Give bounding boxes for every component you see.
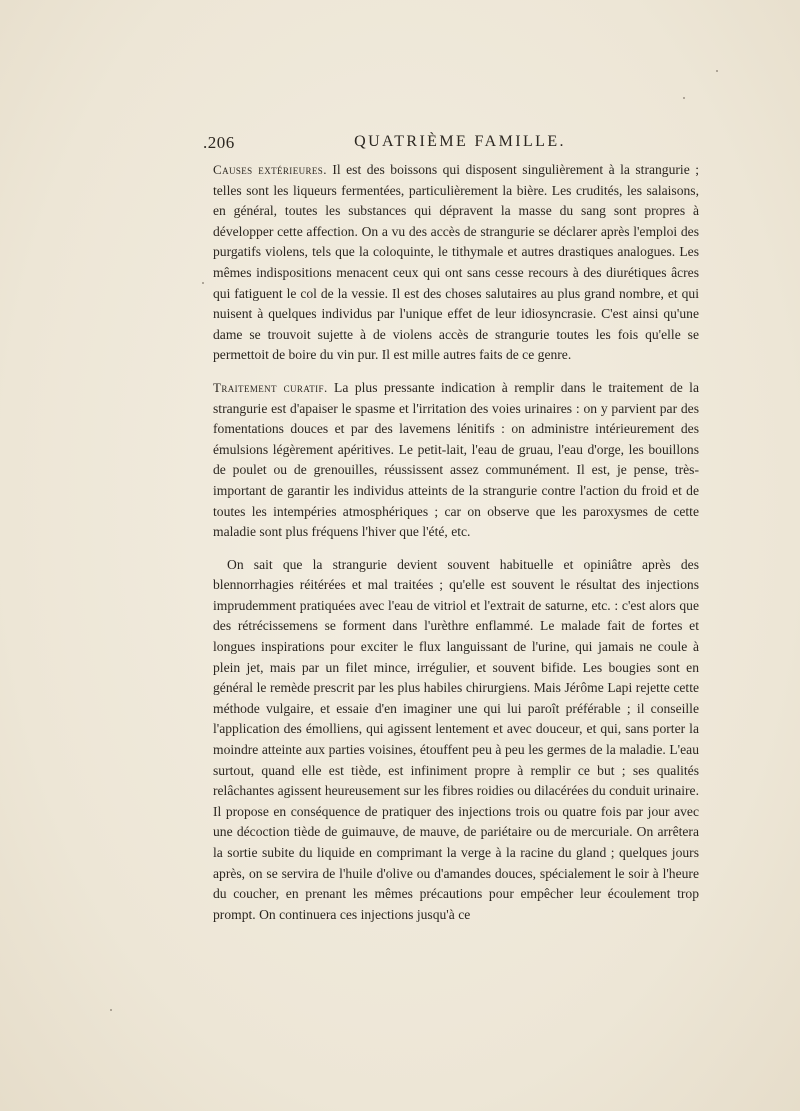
paragraph-text: On sait que la strangurie devient souvent habituelle et opiniâtre après des blennorrhagies réitérées et mal traitées ; qu'elle est souvent le résultat des injections imprudemment pratiquées avec l'eau de vitriol et l'extrait de saturne, etc. : c'est alors que des rétrécissemens se forment dans l'urèthre enflammé. Le malade fait de fortes et longues inspirations pour exciter le flux languissant de l'urine, qui jamais ne coule à plein jet, mais par un filet mince, irrégulier, et souvent bifide. Les bougies sont en général le remède prescrit par les plus habiles chirurgiens. Mais Jérôme Lapi rejette cette méthode vulgaire, et essaie d'en imaginer une qui lui paroît préférable ; il conseille l'application des émolliens, qui agissent lentement et avec douceur, et qui, sans porter la moindre atteinte aux parties voisines, étouffent peu à peu les germes de la maladie. L'eau surtout, quand elle est tiède, est infiniment propre à remplir ce but ; ses qualités relâchantes agissent heureusement sur les fibres roidies ou dilacérées du conduit urinaire. Il propose en conséquence de pratiquer des injections trois ou quatre fois par jour avec une décoction tiède de guimauve, de mauve, de pariétaire ou de mercuriale. On arrêtera la sortie subite du liquide en comprimant la verge à la racine du gland ; quelques jours après, on se servira de l'huile d'olive ou d'amandes douces, spécialement le soir à l'heure du coucher, en prenant les mêmes précautions pour empêcher leur écoulement trop prompt. On continuera ces injections jusqu'à ce xyxy=(213,556,699,922)
paragraph-strangurie xyxy=(213,555,699,926)
section-lead-traitement: Traitement curatif. xyxy=(213,379,328,395)
paper-speck xyxy=(110,1009,112,1011)
paper-speck xyxy=(683,97,685,99)
paper-speck xyxy=(716,70,718,72)
paragraph-text: Il est des boissons qui disposent singulièrement à la strangurie ; telles sont les liqueurs fermentées, particulièrement la bière. Les crudités, les salaisons, en général, toutes les substances qui dépravent la masse du sang sont propres à développer cette affection. On a vu des accès de strangurie se déclarer après l'emploi des purgatifs violens, tels que la coloquinte, le tithymale et autres drastiques analogues. Les mêmes indispositions menacent ceux qui ont sans cesse recours à des diurétiques âcres qui fatiguent le col de la vessie. Il est des choses salutaires au plus grand nombre, et qui nuisent à quelques individus par l'unique effet de leur idiosyncrasie. C'est ainsi qu'une dame se trouvoit sujette à de violens accès de strangurie toutes les fois qu'elle se permettoit de boire du vin pur. Il est mille autres faits de ce genre. xyxy=(213,162,699,363)
page-number: .206 xyxy=(203,133,235,152)
paragraph-causes xyxy=(213,160,699,366)
body-text xyxy=(213,160,699,925)
running-title: QUATRIÈME FAMILLE. xyxy=(354,133,566,150)
section-lead-causes: Causes extérieures. xyxy=(213,162,327,177)
paragraph-text: La plus pressante indication à remplir dans le traitement de la strangurie est d'apaiser le spasme et l'irritation des voies urinaires : on y parvient par des fomentations douces et par des lavemens lénitifs : on administre intérieurement des émulsions légèrement apéritives. Le petit-lait, l'eau de gruau, l'eau d'orge, les bouillons de poulet ou de grenouilles, réussissent assez communément. Il est, je pense, très-important de garantir les individus atteints de la strangurie contre l'action du froid et de toutes les intempéries atmosphériques ; car on observe que les paroxysmes de cette maladie sont plus fréquens l'hiver que l'été, etc. xyxy=(213,379,699,540)
page-header xyxy=(203,133,697,157)
paper-speck xyxy=(202,282,204,284)
paragraph-traitement xyxy=(213,378,699,543)
